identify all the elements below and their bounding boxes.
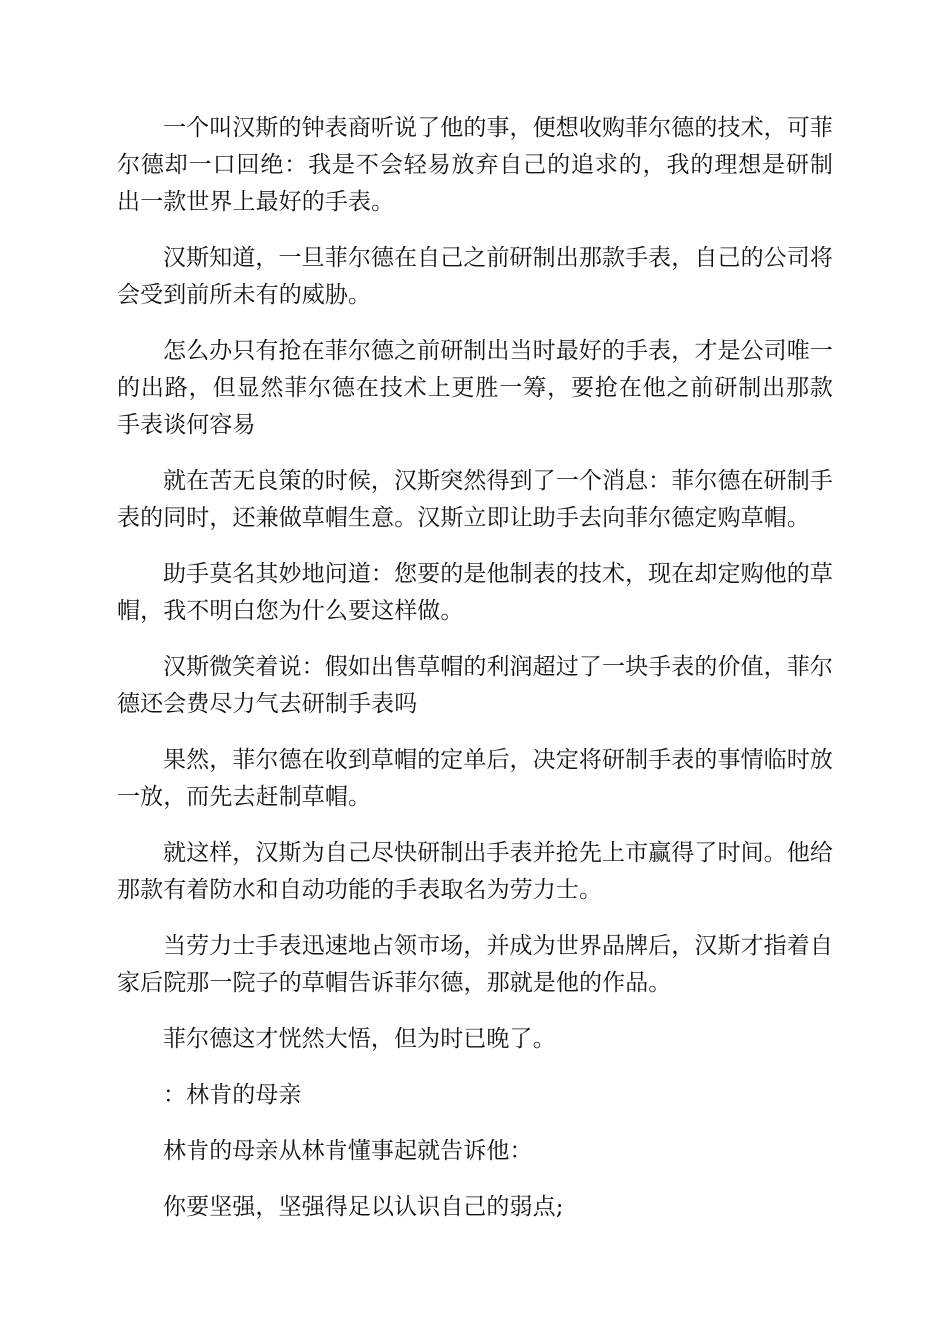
paragraph: 汉斯知道，一旦菲尔德在自己之前研制出那款手表，自己的公司将会受到前所未有的威胁。 (117, 245, 833, 308)
paragraph: 助手莫名其妙地问道：您要的是他制表的技术，现在却定购他的草帽，我不明白您为什么要这样做。 (117, 561, 833, 624)
section-heading: ：林肯的母亲 (163, 1082, 302, 1108)
paragraph: 当劳力士手表迅速地占领市场，并成为世界品牌后，汉斯才指着自家后院那一院子的草帽告诉菲尔德，那就是他的作品。 (117, 933, 833, 996)
paragraph: 就这样，汉斯为自己尽快研制出手表并抢先上市赢得了时间。他给那款有着防水和自动功能的手表取名为劳力士。 (117, 840, 833, 903)
paragraph: 你要坚强，坚强得足以认识自己的弱点; (163, 1194, 564, 1220)
paragraph: 一个叫汉斯的钟表商听说了他的事，便想收购菲尔德的技术，可菲尔德却一口回绝：我是不会轻易放弃自己的追求的，我的理想是研制出一款世界上最好的手表。 (117, 115, 833, 215)
paragraph: 菲尔德这才恍然大悟，但为时已晚了。 (163, 1026, 556, 1052)
paragraph: 果然，菲尔德在收到草帽的定单后，决定将研制手表的事情临时放一放，而先去赶制草帽。 (117, 747, 833, 810)
document-body (117, 110, 833, 1245)
paragraph: 汉斯微笑着说：假如出售草帽的利润超过了一块手表的价值，菲尔德还会费尽力气去研制手表吗 (117, 654, 833, 717)
paragraph: 怎么办只有抢在菲尔德之前研制出当时最好的手表，才是公司唯一的出路，但显然菲尔德在技术上更胜一筹，要抢在他之前研制出那款手表谈何容易 (117, 338, 833, 438)
paragraph: 林肯的母亲从林肯懂事起就告诉他： (163, 1138, 533, 1164)
paragraph: 就在苦无良策的时候，汉斯突然得到了一个消息：菲尔德在研制手表的同时，还兼做草帽生意。汉斯立即让助手去向菲尔德定购草帽。 (117, 468, 833, 531)
